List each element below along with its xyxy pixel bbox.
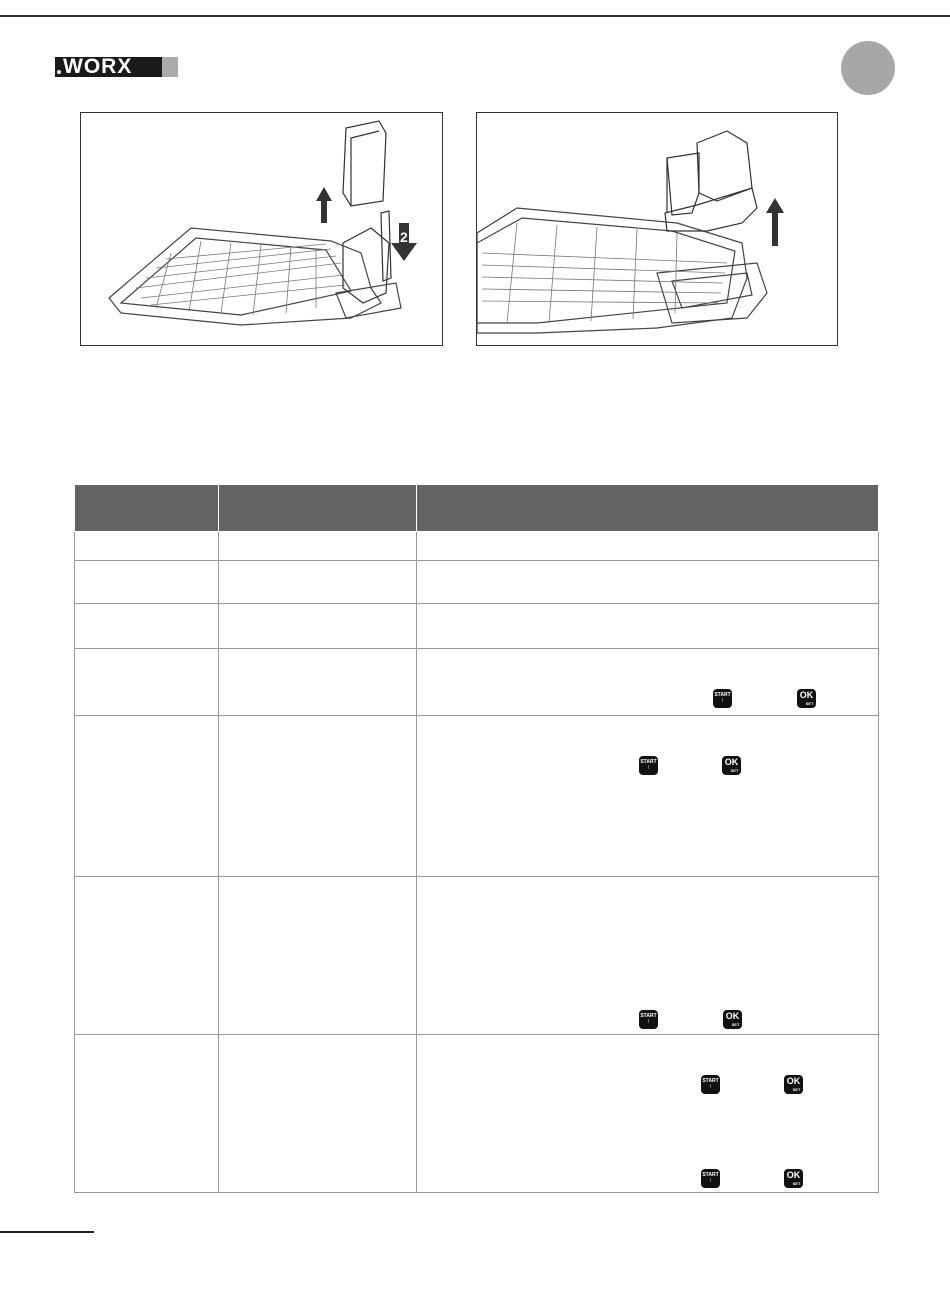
charging-base-illustration-1: [81, 113, 442, 345]
table-row: [75, 877, 879, 1035]
start-button-icon: START ↑: [639, 1010, 658, 1029]
language-tab-circle: [841, 41, 895, 95]
start-button-icon: START ↑: [639, 756, 658, 775]
table-row: [75, 1035, 879, 1193]
start-button-icon: START ↑: [713, 689, 732, 708]
table-header-row: [75, 485, 879, 532]
ok-set-button-icon: OK SET: [797, 689, 816, 708]
table-row: [75, 561, 879, 604]
step-number-2: 2: [400, 229, 408, 245]
table-row: [75, 532, 879, 561]
start-button-icon: START ↑: [701, 1075, 720, 1094]
worx-logo: [55, 57, 178, 77]
top-rule: [0, 15, 950, 17]
table-header-cell: [417, 485, 879, 532]
table-row: [75, 649, 879, 716]
footer-rule: [0, 1231, 94, 1233]
troubleshooting-table: [74, 484, 879, 1193]
ok-set-button-icon: OK SET: [784, 1169, 803, 1188]
ok-set-button-icon: OK SET: [784, 1075, 803, 1094]
table-header-cell: [75, 485, 219, 532]
charging-base-illustration-2: [477, 113, 837, 345]
ok-set-button-icon: OK SET: [723, 1010, 742, 1029]
table-row: [75, 604, 879, 649]
table-row: [75, 716, 879, 877]
figure-lift-base: [476, 112, 838, 346]
logo-text: WORX: [63, 55, 133, 78]
figure-remove-cover: [80, 112, 443, 346]
table-header-cell: [219, 485, 417, 532]
start-button-icon: START ↑: [701, 1169, 720, 1188]
ok-set-button-icon: OK SET: [722, 756, 741, 775]
